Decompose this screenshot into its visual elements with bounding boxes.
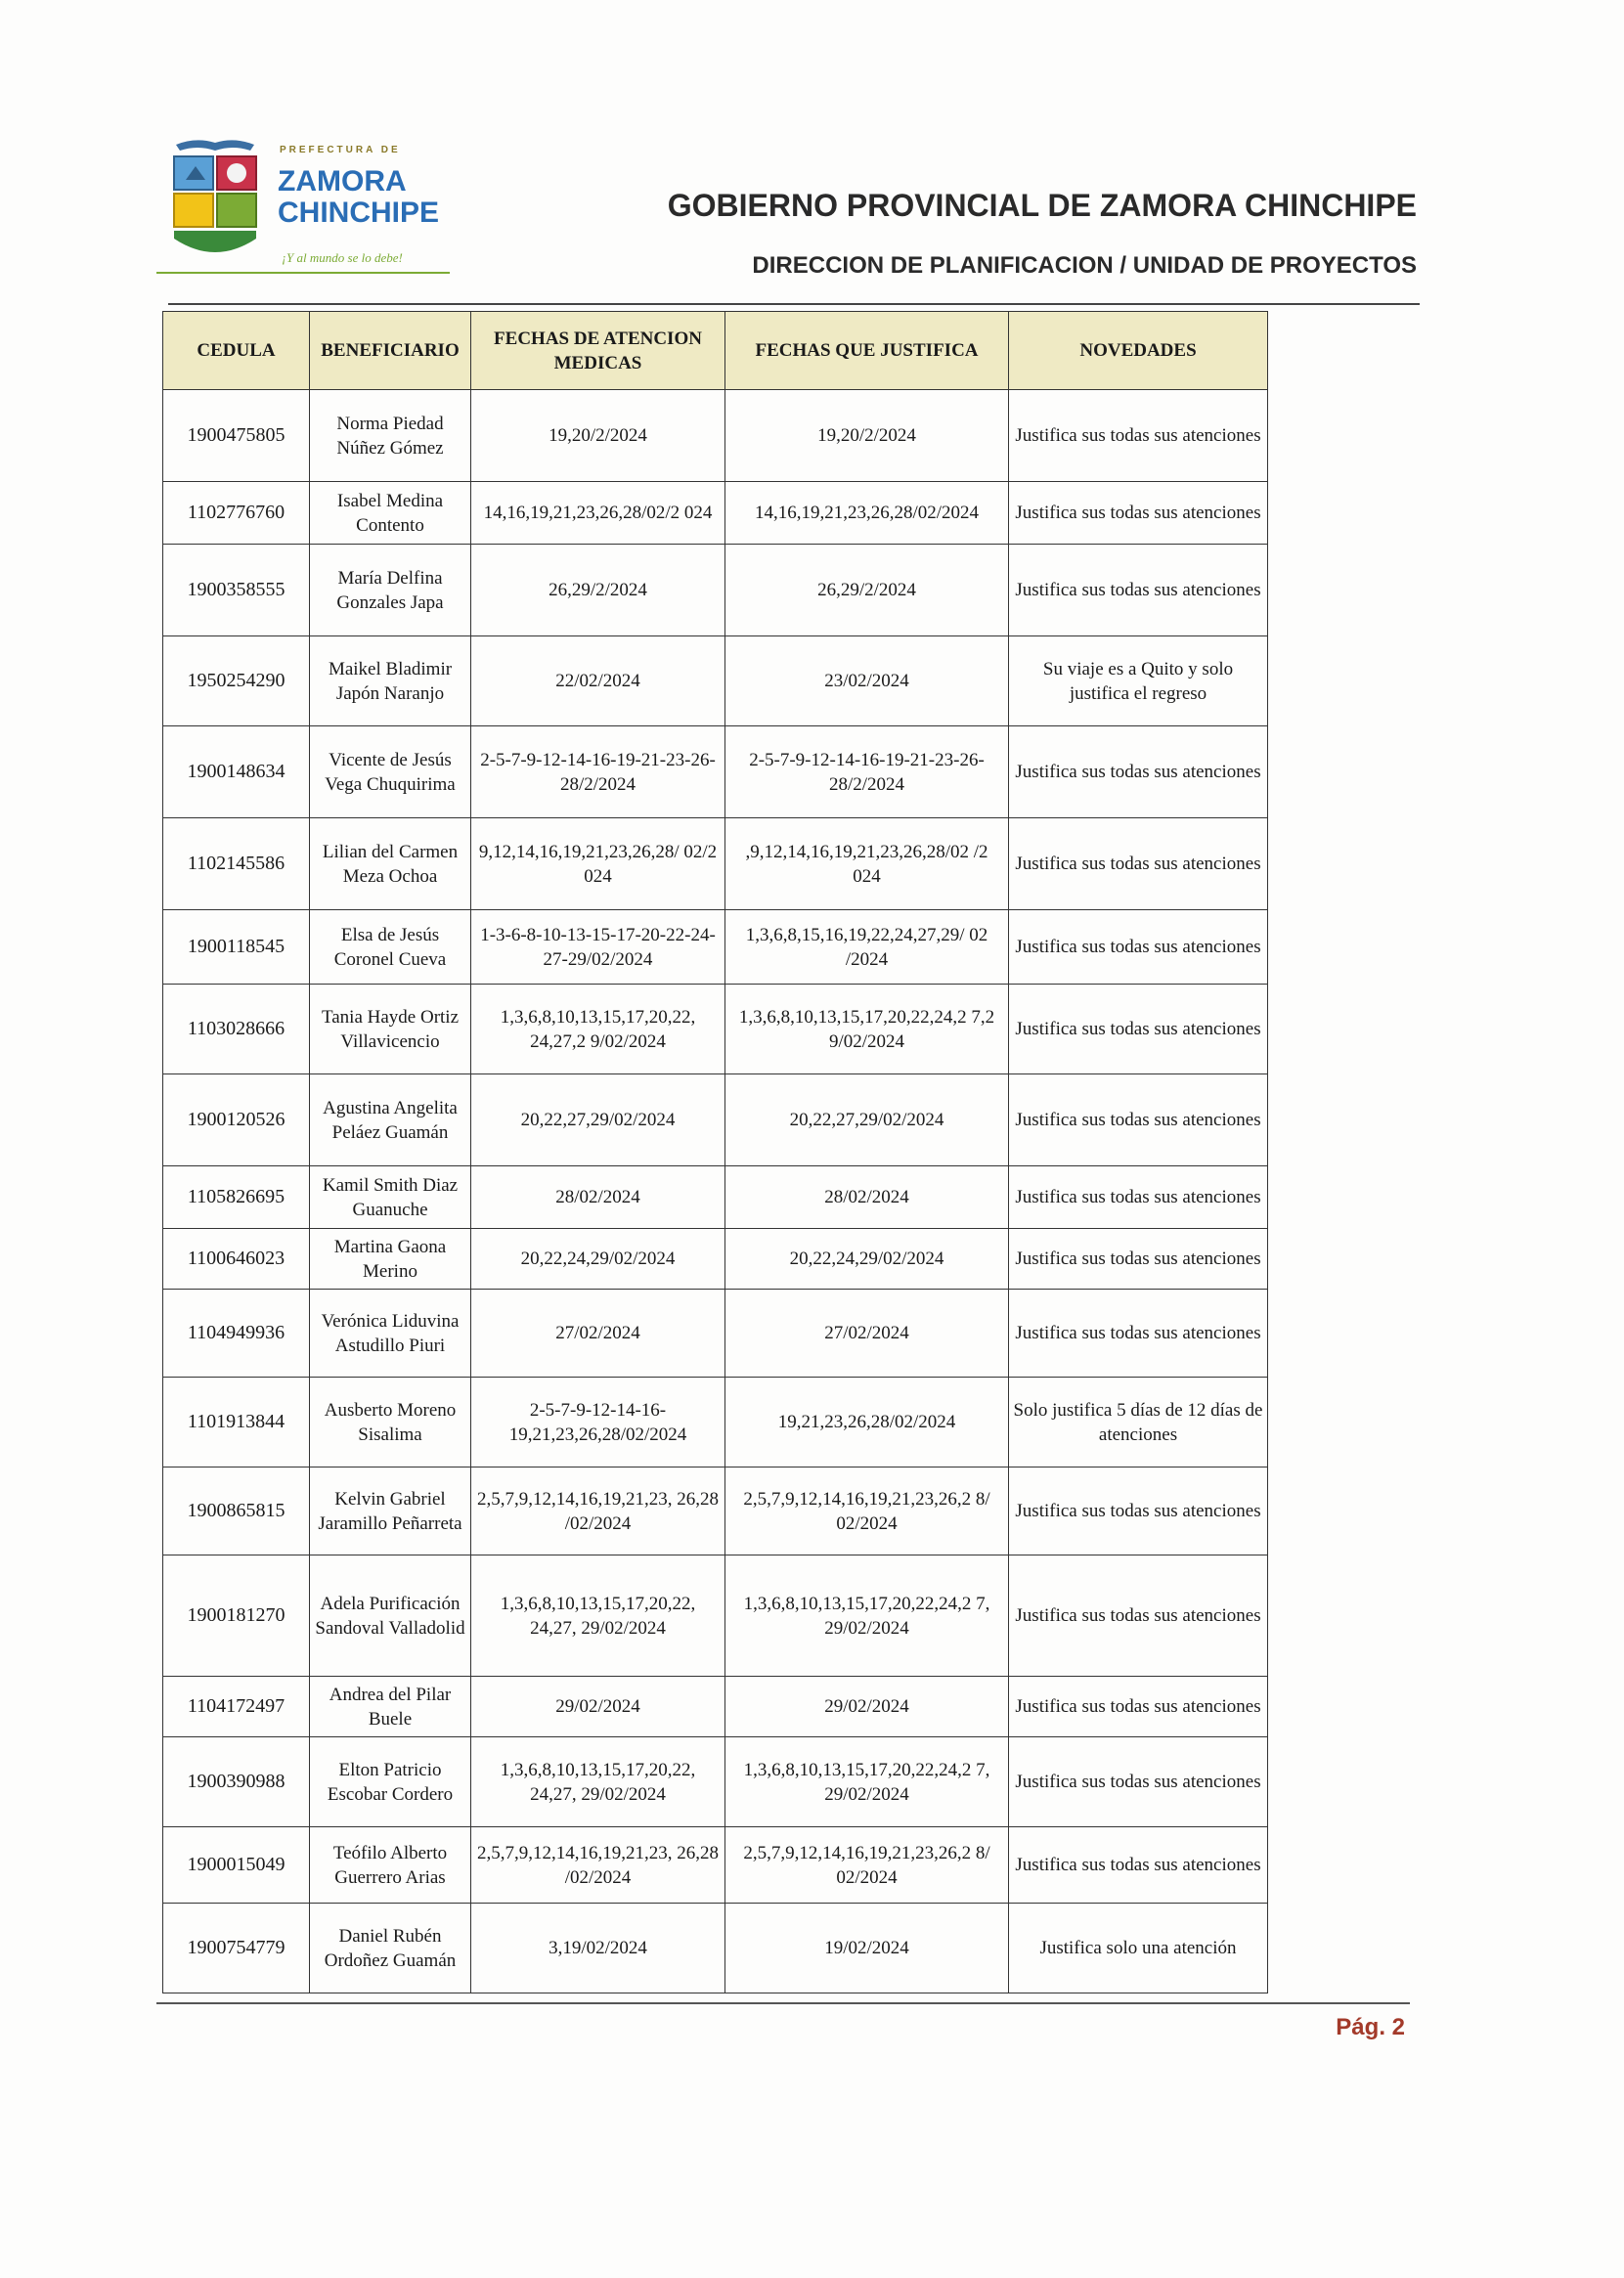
- table-row: [163, 545, 1268, 636]
- cell-cedula: 1105826695: [163, 1166, 310, 1229]
- logo-underline: [156, 272, 450, 274]
- cell-atencion: 20,22,27,29/02/2024: [471, 1074, 725, 1166]
- cell-justifica: 2,5,7,9,12,14,16,19,21,23,26,2 8/ 02/2024: [725, 1468, 1009, 1555]
- table-row: [163, 1378, 1268, 1468]
- cell-cedula: 1103028666: [163, 985, 310, 1074]
- table-row: [163, 910, 1268, 985]
- cell-atencion: 28/02/2024: [471, 1166, 725, 1229]
- cell-atencion: 26,29/2/2024: [471, 545, 725, 636]
- cell-atencion: 2-5-7-9-12-14-16-19,21,23,26,28/02/2024: [471, 1378, 725, 1468]
- cell-atencion: 2,5,7,9,12,14,16,19,21,23, 26,28 /02/2024: [471, 1468, 725, 1555]
- table-row: [163, 985, 1268, 1074]
- cell-atencion: 1,3,6,8,10,13,15,17,20,22, 24,27, 29/02/2024: [471, 1555, 725, 1677]
- cell-beneficiario: Maikel Bladimir Japón Naranjo: [310, 636, 471, 726]
- cell-justifica: 19/02/2024: [725, 1904, 1009, 1993]
- cell-justifica: 27/02/2024: [725, 1290, 1009, 1378]
- shield-icon: [156, 137, 274, 274]
- cell-justifica: 19,20/2/2024: [725, 390, 1009, 482]
- cell-justifica: 20,22,24,29/02/2024: [725, 1229, 1009, 1290]
- cell-novedades: Justifica sus todas sus atenciones: [1009, 1737, 1268, 1827]
- prefectura-logo: [156, 137, 450, 284]
- cell-cedula: 1900181270: [163, 1555, 310, 1677]
- cell-novedades: Su viaje es a Quito y solo justifica el regreso: [1009, 636, 1268, 726]
- cell-atencion: 1-3-6-8-10-13-15-17-20-22-24-27-29/02/2024: [471, 910, 725, 985]
- column-header-cedula: CEDULA: [163, 312, 310, 390]
- cell-beneficiario: Vicente de Jesús Vega Chuquirima: [310, 726, 471, 818]
- table-row: [163, 1555, 1268, 1677]
- cell-novedades: Justifica sus todas sus atenciones: [1009, 1074, 1268, 1166]
- cell-justifica: 1,3,6,8,15,16,19,22,24,27,29/ 02 /2024: [725, 910, 1009, 985]
- cell-beneficiario: Ausberto Moreno Sisalima: [310, 1378, 471, 1468]
- cell-justifica: 29/02/2024: [725, 1677, 1009, 1737]
- cell-beneficiario: Daniel Rubén Ordoñez Guamán: [310, 1904, 471, 1993]
- column-header-beneficiario: BENEFICIARIO: [310, 312, 471, 390]
- cell-novedades: Justifica sus todas sus atenciones: [1009, 1555, 1268, 1677]
- cell-beneficiario: Norma Piedad Núñez Gómez: [310, 390, 471, 482]
- cell-novedades: Justifica sus todas sus atenciones: [1009, 390, 1268, 482]
- page-number: Pág. 2: [1336, 2014, 1405, 2040]
- cell-justifica: 23/02/2024: [725, 636, 1009, 726]
- cell-novedades: Solo justifica 5 días de 12 días de atenciones: [1009, 1378, 1268, 1468]
- cell-novedades: Justifica sus todas sus atenciones: [1009, 1468, 1268, 1555]
- cell-beneficiario: Kelvin Gabriel Jaramillo Peñarreta: [310, 1468, 471, 1555]
- cell-novedades: Justifica sus todas sus atenciones: [1009, 726, 1268, 818]
- table-row: [163, 1677, 1268, 1737]
- cell-cedula: 1900865815: [163, 1468, 310, 1555]
- page-title: GOBIERNO PROVINCIAL DE ZAMORA CHINCHIPE: [667, 188, 1417, 223]
- cell-beneficiario: Agustina Angelita Peláez Guamán: [310, 1074, 471, 1166]
- table-row: [163, 1229, 1268, 1290]
- cell-novedades: Justifica sus todas sus atenciones: [1009, 910, 1268, 985]
- cell-justifica: 19,21,23,26,28/02/2024: [725, 1378, 1009, 1468]
- cell-justifica: 28/02/2024: [725, 1166, 1009, 1229]
- cell-justifica: 2,5,7,9,12,14,16,19,21,23,26,2 8/ 02/2024: [725, 1827, 1009, 1904]
- cell-beneficiario: Andrea del Pilar Buele: [310, 1677, 471, 1737]
- table-header-row: [163, 312, 1268, 390]
- cell-atencion: 14,16,19,21,23,26,28/02/2 024: [471, 482, 725, 545]
- cell-justifica: 14,16,19,21,23,26,28/02/2024: [725, 482, 1009, 545]
- cell-novedades: Justifica sus todas sus atenciones: [1009, 482, 1268, 545]
- table-row: [163, 818, 1268, 910]
- cell-justifica: 1,3,6,8,10,13,15,17,20,22,24,2 7,2 9/02/2024: [725, 985, 1009, 1074]
- cell-cedula: 1102776760: [163, 482, 310, 545]
- table-row: [163, 1074, 1268, 1166]
- cell-beneficiario: Tania Hayde Ortiz Villavicencio: [310, 985, 471, 1074]
- logo-prefix: PREFECTURA DE: [280, 145, 401, 155]
- page-subtitle: DIRECCION DE PLANIFICACION / UNIDAD DE PROYECTOS: [752, 252, 1417, 279]
- cell-justifica: 26,29/2/2024: [725, 545, 1009, 636]
- logo-slogan: ¡Y al mundo se lo debe!: [282, 250, 403, 265]
- cell-cedula: 1102145586: [163, 818, 310, 910]
- cell-beneficiario: Kamil Smith Diaz Guanuche: [310, 1166, 471, 1229]
- cell-cedula: 1900015049: [163, 1827, 310, 1904]
- cell-atencion: 9,12,14,16,19,21,23,26,28/ 02/2 024: [471, 818, 725, 910]
- cell-beneficiario: Martina Gaona Merino: [310, 1229, 471, 1290]
- cell-novedades: Justifica sus todas sus atenciones: [1009, 818, 1268, 910]
- cell-novedades: Justifica sus todas sus atenciones: [1009, 1677, 1268, 1737]
- cell-atencion: 29/02/2024: [471, 1677, 725, 1737]
- cell-cedula: 1900358555: [163, 545, 310, 636]
- table-row: [163, 726, 1268, 818]
- column-header-fechas-atencion: FECHAS DE ATENCION MEDICAS: [471, 312, 725, 390]
- cell-novedades: Justifica sus todas sus atenciones: [1009, 1290, 1268, 1378]
- cell-cedula: 1900475805: [163, 390, 310, 482]
- cell-beneficiario: Adela Purificación Sandoval Valladolid: [310, 1555, 471, 1677]
- column-header-novedades: NOVEDADES: [1009, 312, 1268, 390]
- logo-name: [278, 166, 439, 229]
- cell-cedula: 1900148634: [163, 726, 310, 818]
- table-row: [163, 1290, 1268, 1378]
- cell-atencion: 1,3,6,8,10,13,15,17,20,22, 24,27, 29/02/2024: [471, 1737, 725, 1827]
- cell-novedades: Justifica solo una atención: [1009, 1904, 1268, 1993]
- cell-atencion: 20,22,24,29/02/2024: [471, 1229, 725, 1290]
- cell-novedades: Justifica sus todas sus atenciones: [1009, 1166, 1268, 1229]
- cell-beneficiario: Verónica Liduvina Astudillo Piuri: [310, 1290, 471, 1378]
- cell-cedula: 1900120526: [163, 1074, 310, 1166]
- cell-beneficiario: Elton Patricio Escobar Cordero: [310, 1737, 471, 1827]
- cell-cedula: 1101913844: [163, 1378, 310, 1468]
- cell-atencion: 22/02/2024: [471, 636, 725, 726]
- cell-atencion: 27/02/2024: [471, 1290, 725, 1378]
- cell-beneficiario: Lilian del Carmen Meza Ochoa: [310, 818, 471, 910]
- cell-cedula: 1104172497: [163, 1677, 310, 1737]
- cell-justifica: 1,3,6,8,10,13,15,17,20,22,24,2 7, 29/02/2024: [725, 1555, 1009, 1677]
- table-row: [163, 1904, 1268, 1993]
- table-body: [163, 390, 1268, 1993]
- table-row: [163, 1737, 1268, 1827]
- cell-novedades: Justifica sus todas sus atenciones: [1009, 1827, 1268, 1904]
- cell-atencion: 2-5-7-9-12-14-16-19-21-23-26-28/2/2024: [471, 726, 725, 818]
- cell-justifica: 2-5-7-9-12-14-16-19-21-23-26-28/2/2024: [725, 726, 1009, 818]
- cell-beneficiario: María Delfina Gonzales Japa: [310, 545, 471, 636]
- cell-atencion: 2,5,7,9,12,14,16,19,21,23, 26,28 /02/2024: [471, 1827, 725, 1904]
- cell-justifica: 1,3,6,8,10,13,15,17,20,22,24,2 7, 29/02/2024: [725, 1737, 1009, 1827]
- cell-cedula: 1950254290: [163, 636, 310, 726]
- cell-atencion: 1,3,6,8,10,13,15,17,20,22, 24,27,2 9/02/2024: [471, 985, 725, 1074]
- cell-cedula: 1900390988: [163, 1737, 310, 1827]
- table-row: [163, 636, 1268, 726]
- cell-atencion: 19,20/2/2024: [471, 390, 725, 482]
- cell-atencion: 3,19/02/2024: [471, 1904, 725, 1993]
- table-row: [163, 1827, 1268, 1904]
- cell-cedula: 1900118545: [163, 910, 310, 985]
- beneficiaries-table: [162, 311, 1268, 1993]
- cell-justifica: ,9,12,14,16,19,21,23,26,28/02 /2 024: [725, 818, 1009, 910]
- cell-novedades: Justifica sus todas sus atenciones: [1009, 545, 1268, 636]
- table-row: [163, 1166, 1268, 1229]
- cell-cedula: 1100646023: [163, 1229, 310, 1290]
- cell-beneficiario: Isabel Medina Contento: [310, 482, 471, 545]
- logo-name-line2: CHINCHIPE: [278, 197, 440, 229]
- cell-justifica: 20,22,27,29/02/2024: [725, 1074, 1009, 1166]
- header-divider: [168, 303, 1420, 305]
- footer-divider: [156, 2002, 1410, 2004]
- cell-beneficiario: Elsa de Jesús Coronel Cueva: [310, 910, 471, 985]
- table-row: [163, 482, 1268, 545]
- column-header-fechas-justifica: FECHAS QUE JUSTIFICA: [725, 312, 1009, 390]
- cell-cedula: 1900754779: [163, 1904, 310, 1993]
- table-row: [163, 1468, 1268, 1555]
- cell-novedades: Justifica sus todas sus atenciones: [1009, 985, 1268, 1074]
- cell-beneficiario: Teófilo Alberto Guerrero Arias: [310, 1827, 471, 1904]
- table-row: [163, 390, 1268, 482]
- logo-name-line1: ZAMORA: [278, 165, 407, 197]
- cell-cedula: 1104949936: [163, 1290, 310, 1378]
- cell-novedades: Justifica sus todas sus atenciones: [1009, 1229, 1268, 1290]
